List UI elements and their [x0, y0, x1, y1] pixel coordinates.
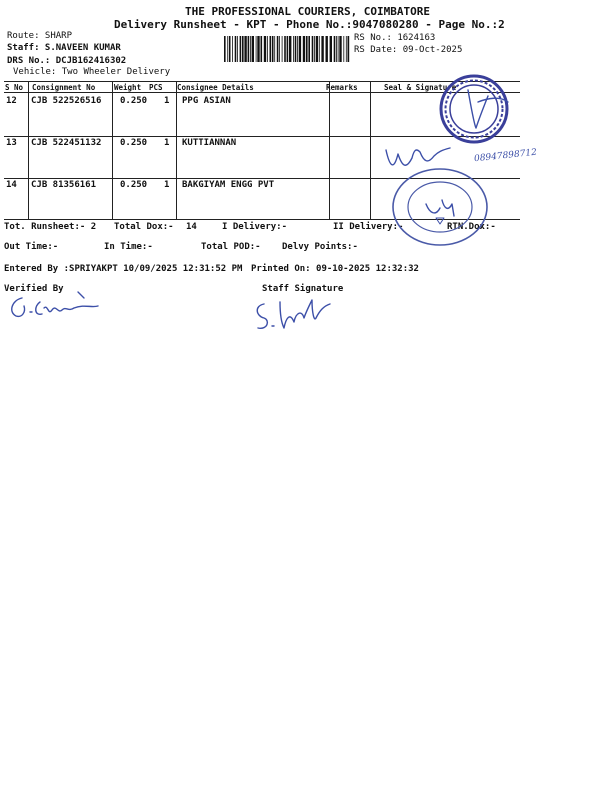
header-pcs: PCS	[149, 83, 163, 92]
column-divider	[329, 81, 330, 219]
total-dox-label: Total Dox:-	[114, 222, 174, 232]
in-time: In Time:-	[104, 242, 153, 252]
column-divider	[112, 81, 113, 219]
staff-signature	[250, 292, 350, 336]
row-sno: 14	[6, 180, 17, 190]
row-consignee: BAKGIYAM ENGG PVT	[182, 180, 275, 190]
header-sno: S No	[5, 83, 24, 92]
header-seal: Seal & Signature	[384, 83, 457, 92]
out-time: Out Time:-	[4, 242, 59, 252]
delvy-points: Delvy Points:-	[282, 242, 358, 252]
row-consignment: CJB 81356161	[31, 180, 97, 190]
column-divider	[28, 81, 29, 219]
row-consignee: KUTTIANNAN	[182, 138, 237, 148]
ii-delivery: II Delivery:-	[333, 222, 404, 232]
vehicle-label: Vehicle: Two Wheeler Delivery	[13, 67, 171, 77]
row-pcs: 1	[164, 96, 170, 106]
row-pcs: 1	[164, 180, 170, 190]
rs-number: RS No.: 1624163	[354, 33, 436, 43]
header-consignee: Consignee Details	[177, 83, 254, 92]
handwritten-phone: 08947898712	[473, 147, 538, 165]
row-consignment: CJB 522451132	[31, 138, 102, 148]
row-weight: 0.250	[120, 96, 148, 106]
total-dox-value: 14	[186, 222, 197, 232]
header-weight: Weight	[114, 83, 142, 92]
header-remarks: Remarks	[326, 83, 358, 92]
company-seal-stamp	[428, 72, 520, 146]
staff-signature-label: Staff Signature	[262, 284, 344, 294]
rtn-dox: RTN.Dox:-	[447, 222, 496, 232]
column-divider	[176, 81, 177, 219]
runsheet-title: Delivery Runsheet - KPT - Phone No.:9047080280 - Page No.:2	[114, 18, 505, 31]
rs-date: RS Date: 09-Oct-2025	[354, 45, 463, 55]
tot-runsheet: Tot. Runsheet:- 2	[4, 222, 97, 232]
entered-by: Entered By :SPRIYAKPT 10/09/2025 12:31:52 PM	[4, 264, 243, 274]
row-sno: 12	[6, 96, 17, 106]
row-weight: 0.250	[120, 138, 148, 148]
verified-by-label: Verified By	[4, 284, 64, 294]
column-divider	[370, 81, 371, 219]
delivery-signature	[380, 140, 472, 176]
drs-number: DRS No.: DCJB162416302	[7, 56, 127, 66]
barcode-image	[224, 36, 350, 62]
header-consignment: Consignment No	[32, 83, 96, 92]
row-consignee: PPG ASIAN	[182, 96, 231, 106]
row-sno: 13	[6, 138, 17, 148]
row-pcs: 1	[164, 138, 170, 148]
consignee-seal-stamp	[388, 164, 492, 250]
route-label: Route: SHARP	[7, 31, 73, 41]
company-name: THE PROFESSIONAL COURIERS, COIMBATORE	[185, 5, 431, 18]
row-consignment: CJB 522526516	[31, 96, 102, 106]
row-weight: 0.250	[120, 180, 148, 190]
verified-by-signature	[4, 288, 104, 328]
total-pod: Total POD:-	[201, 242, 261, 252]
staff-label: Staff: S.NAVEEN KUMAR	[7, 43, 121, 53]
i-delivery: I Delivery:-	[222, 222, 288, 232]
printed-on: Printed On: 09-10-2025 12:32:32	[251, 264, 419, 274]
